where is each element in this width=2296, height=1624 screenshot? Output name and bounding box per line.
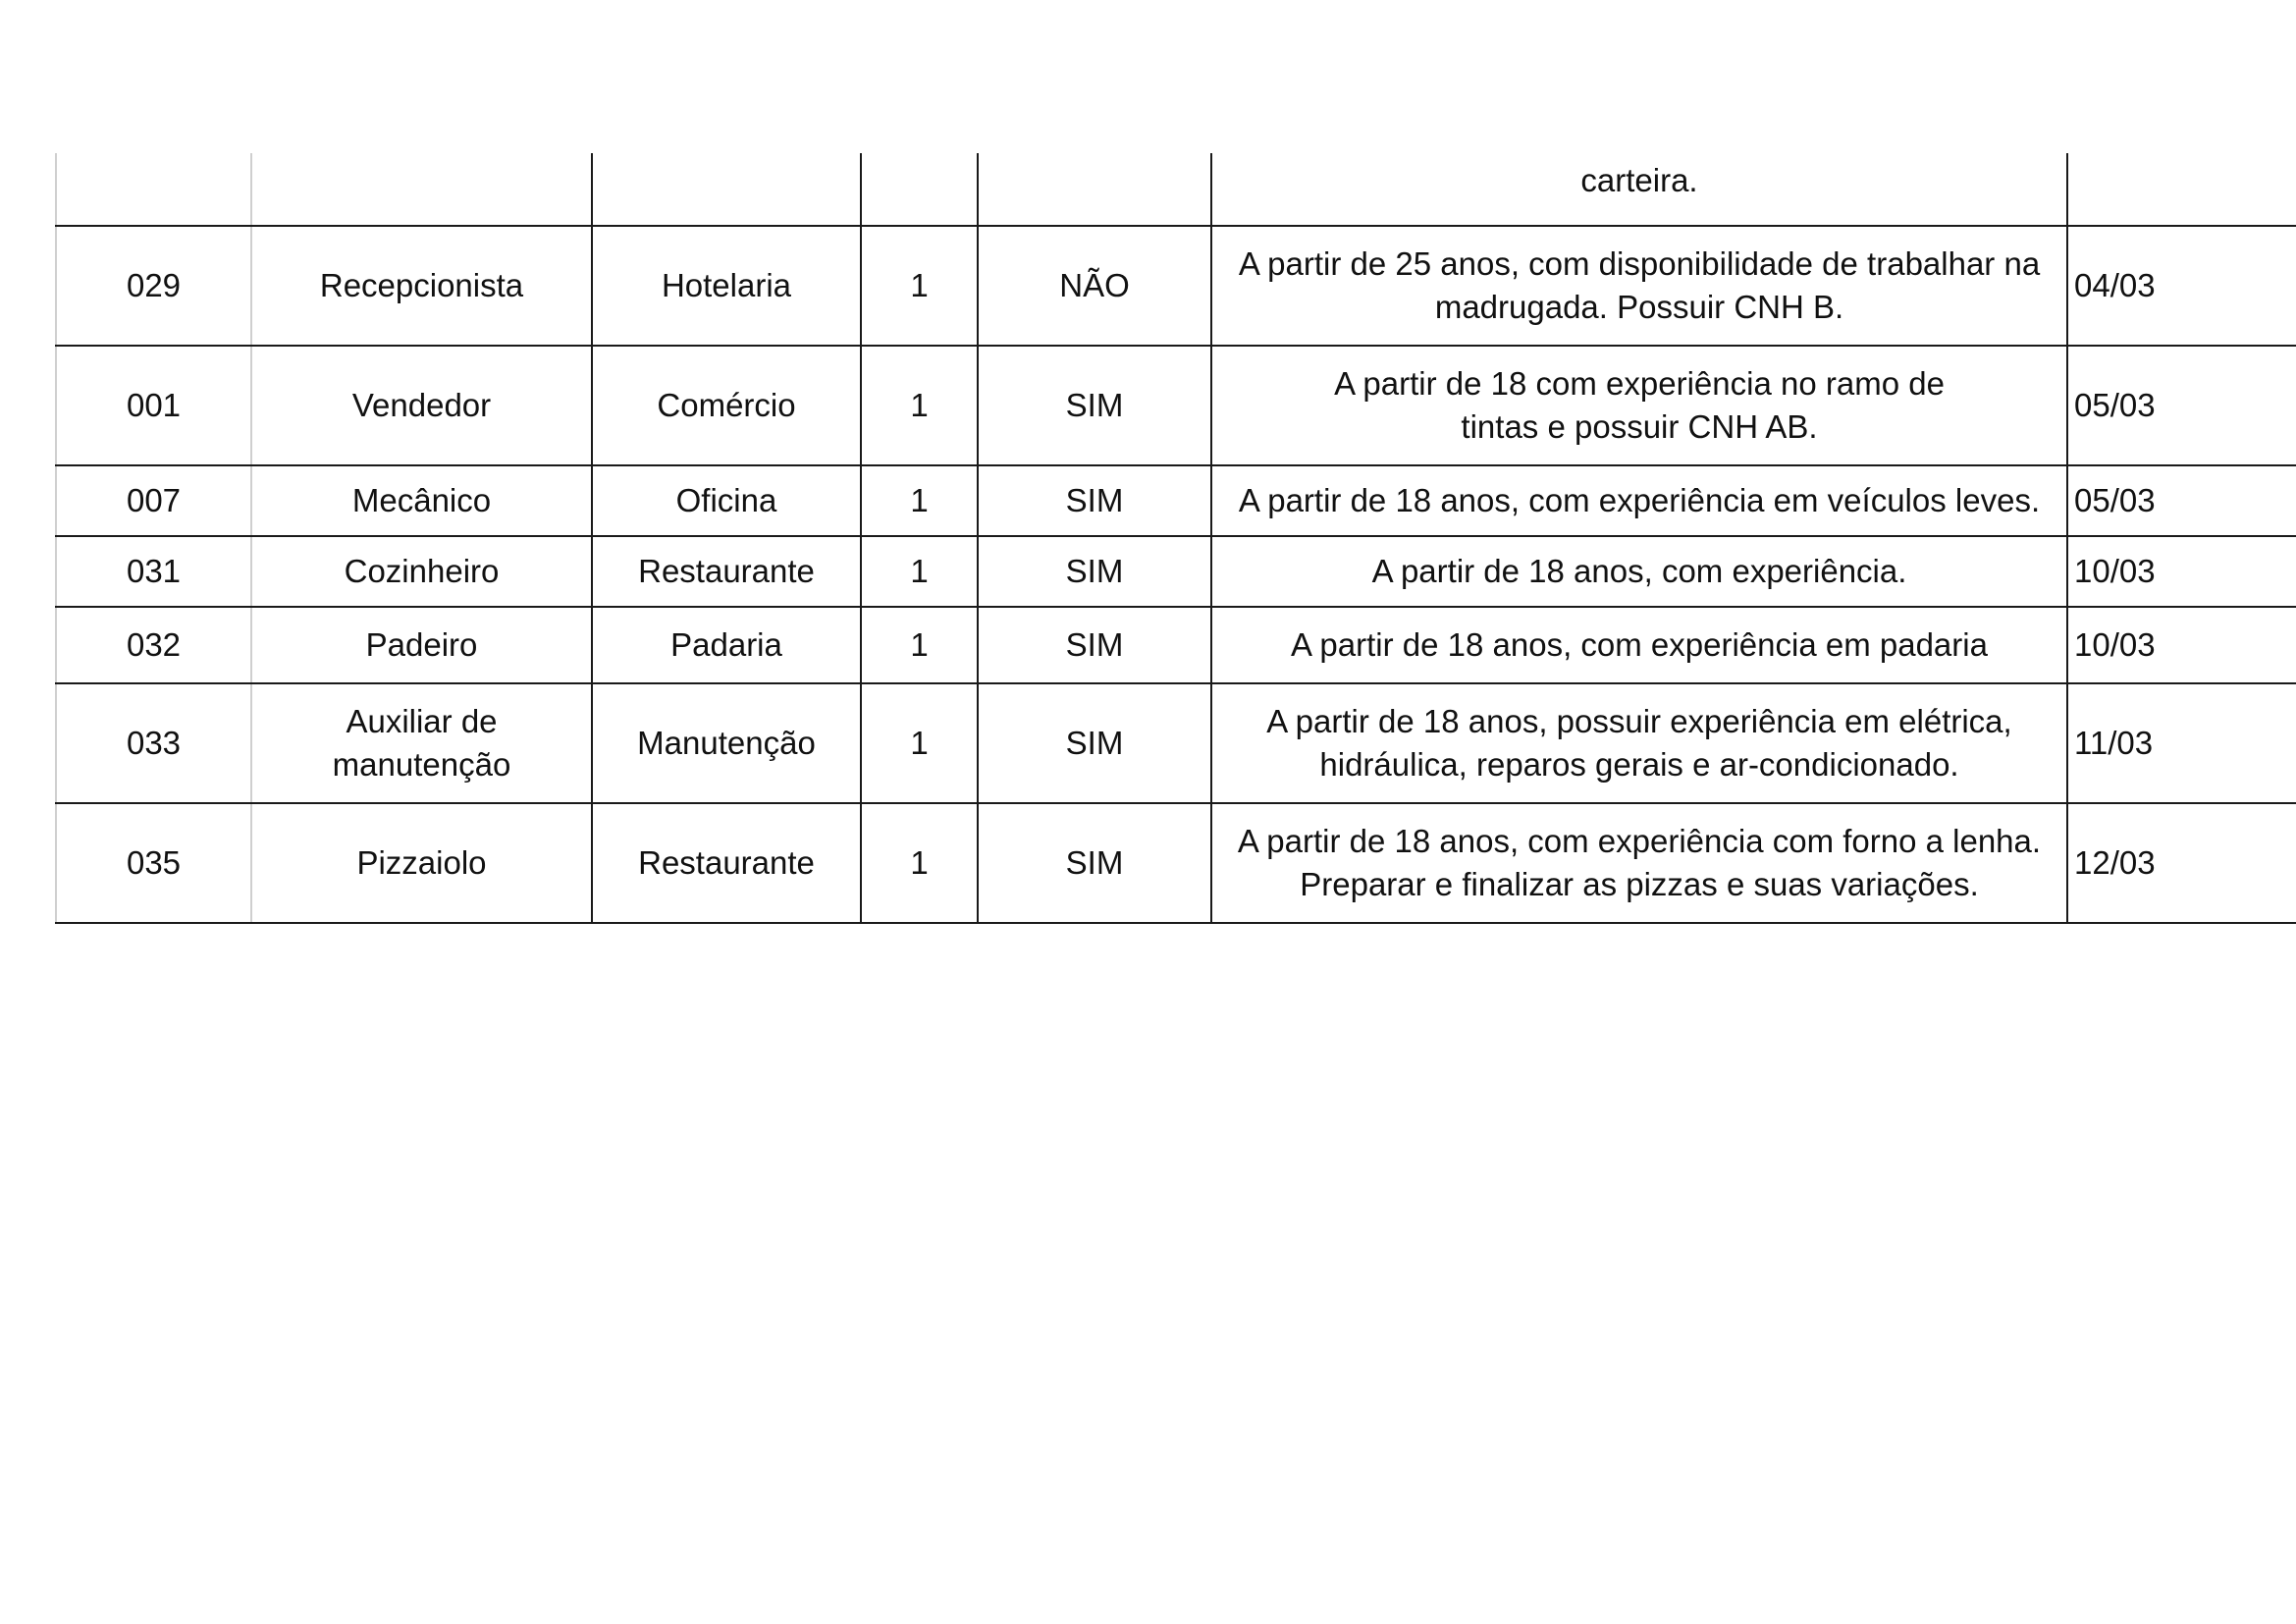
code-cell: 032 — [126, 626, 182, 663]
date-cell: 10/03 — [2074, 553, 2156, 589]
experience-cell: SIM — [1065, 844, 1124, 881]
requirement-cell: A partir de 18 anos, com experiência. — [1371, 553, 1907, 589]
role-cell: Auxiliar de manutenção — [332, 703, 511, 783]
requirement-cell — [1212, 153, 2066, 225]
code-cell: 035 — [126, 844, 182, 881]
experience-cell: SIM — [1065, 387, 1124, 423]
sector-cell: Hotelaria — [661, 267, 792, 303]
experience-cell: SIM — [1065, 482, 1124, 518]
table-row — [55, 466, 2296, 535]
sector-cell: Comércio — [657, 387, 796, 423]
requirement-cell: A partir de 18 anos, com experiência em veículos leves. — [1238, 482, 2041, 518]
experience-cell: SIM — [1065, 626, 1124, 663]
role-cell: Cozinheiro — [344, 553, 500, 589]
table-row — [55, 227, 2296, 345]
code-cell: 033 — [126, 725, 182, 761]
code-cell: 029 — [126, 267, 182, 303]
requirement-cell: A partir de 25 anos, com disponibilidade de trabalhar na madrugada. Possuir CNH B. — [1238, 245, 2041, 325]
date-cell: 05/03 — [2074, 482, 2156, 518]
sector-cell: Restaurante — [638, 844, 815, 881]
date-cell: 11/03 — [2074, 725, 2154, 761]
date-cell: 12/03 — [2074, 844, 2156, 881]
role-cell: Vendedor — [351, 387, 492, 423]
experience-cell: SIM — [1065, 725, 1124, 761]
requirement-cell: A partir de 18 anos, com experiência com forno a lenha. Preparar e finalizar as pizzas e suas variações. — [1237, 823, 2042, 902]
date-cell: 10/03 — [2074, 626, 2156, 663]
table-row-partial — [55, 153, 2296, 225]
row-divider — [55, 922, 2296, 924]
table-row — [55, 804, 2296, 922]
table-row — [55, 684, 2296, 802]
requirement-cell: A partir de 18 anos, com experiência em padaria — [1291, 626, 1988, 663]
role-cell: Recepcionista — [319, 267, 524, 303]
table-row — [55, 347, 2296, 464]
table-row — [55, 608, 2296, 682]
experience-cell: NÃO — [1059, 267, 1130, 303]
experience-cell: SIM — [1065, 553, 1124, 589]
code-cell: 001 — [126, 387, 182, 423]
sector-cell: Padaria — [670, 626, 782, 663]
requirement-text: carteira. — [1580, 162, 1698, 198]
quantity-cell: 1 — [910, 626, 929, 663]
quantity-cell: 1 — [910, 844, 929, 881]
requirement-cell: A partir de 18 com experiência no ramo de tintas e possuir CNH AB. — [1334, 365, 1945, 445]
quantity-cell: 1 — [910, 387, 929, 423]
date-cell: 05/03 — [2074, 387, 2156, 423]
role-cell: Pizzaiolo — [356, 844, 487, 881]
code-cell: 007 — [126, 482, 182, 518]
quantity-cell: 1 — [910, 267, 929, 303]
quantity-cell: 1 — [910, 725, 929, 761]
requirement-cell: A partir de 18 anos, possuir experiência em elétrica, hidráulica, reparos gerais e ar-condicionado. — [1266, 703, 2012, 783]
date-cell: 04/03 — [2074, 267, 2156, 303]
table-row — [55, 537, 2296, 606]
sector-cell: Oficina — [675, 482, 777, 518]
sector-cell: Manutenção — [637, 725, 816, 761]
role-cell: Mecânico — [351, 482, 492, 518]
code-cell: 031 — [126, 553, 182, 589]
role-cell: Padeiro — [365, 626, 478, 663]
job-vacancies-table — [55, 153, 2296, 924]
sector-cell: Restaurante — [638, 553, 815, 589]
quantity-cell: 1 — [910, 482, 929, 518]
quantity-cell: 1 — [910, 553, 929, 589]
